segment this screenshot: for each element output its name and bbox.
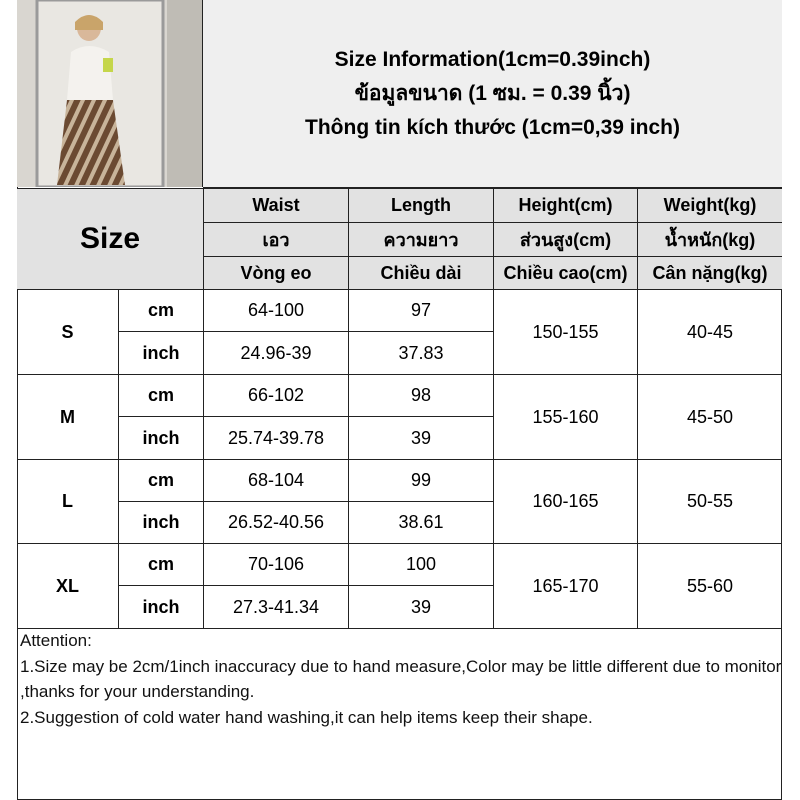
column-header-weight-en: Weight(kg)	[637, 188, 782, 222]
size-column-header	[17, 188, 203, 289]
waist-inch-value: 24.96-39	[203, 331, 348, 374]
waist-cm-value: 68-104	[203, 459, 348, 501]
waist-cm-value: 64-100	[203, 289, 348, 331]
length-cm-value: 98	[348, 374, 493, 416]
unit-label-inch: inch	[118, 585, 203, 628]
size-header-label: Size	[79, 222, 141, 255]
length-inch-value: 39	[348, 585, 493, 628]
unit-label-cm: cm	[118, 374, 203, 416]
waist-inch-value: 27.3-41.34	[203, 585, 348, 628]
header-title-vietnamese: Thông tin kích thước (1cm=0,39 inch)	[305, 115, 680, 139]
size-information-header	[203, 0, 782, 188]
height-value: 165-170	[493, 543, 637, 628]
size-cell-m: M	[17, 374, 118, 459]
column-header-length-th: ความยาว	[348, 222, 493, 256]
weight-value: 40-45	[637, 289, 782, 374]
column-header-weight-th: น้ำหนัก(kg)	[637, 222, 782, 256]
column-header-length-en: Length	[348, 188, 493, 222]
length-inch-value: 37.83	[348, 331, 493, 374]
height-value: 155-160	[493, 374, 637, 459]
waist-cm-value: 66-102	[203, 374, 348, 416]
length-inch-value: 38.61	[348, 501, 493, 543]
header-title-english: Size Information(1cm=0.39inch)	[334, 47, 651, 71]
weight-value: 45-50	[637, 374, 782, 459]
unit-label-inch: inch	[118, 331, 203, 374]
column-header-height-th: ส่วนสูง(cm)	[493, 222, 637, 256]
header-title-thai: ข้อมูลขนาด (1 ซม. = 0.39 นิ้ว)	[354, 81, 631, 105]
column-header-weight-vi: Cân nặng(kg)	[637, 256, 782, 289]
column-header-waist-vi: Vòng eo	[203, 256, 348, 289]
unit-label-inch: inch	[118, 416, 203, 459]
size-cell-l: L	[17, 459, 118, 543]
waist-inch-value: 25.74-39.78	[203, 416, 348, 459]
unit-label-cm: cm	[118, 543, 203, 585]
weight-value: 55-60	[637, 543, 782, 628]
column-header-length-vi: Chiều dài	[348, 256, 493, 289]
unit-label-inch: inch	[118, 501, 203, 543]
column-header-height-en: Height(cm)	[493, 188, 637, 222]
attention-notes	[18, 628, 782, 730]
length-cm-value: 100	[348, 543, 493, 585]
column-header-waist-th: เอว	[203, 222, 348, 256]
weight-value: 50-55	[637, 459, 782, 543]
column-header-waist-en: Waist	[203, 188, 348, 222]
attention-note-2: 2.Suggestion of cold water hand washing,it can help items keep their shape.	[20, 707, 593, 727]
size-cell-xl: XL	[17, 543, 118, 628]
attention-title: Attention:	[20, 631, 92, 650]
length-cm-value: 99	[348, 459, 493, 501]
height-value: 160-165	[493, 459, 637, 543]
size-cell-s: S	[17, 289, 118, 374]
attention-note-1: 1.Size may be 2cm/1inch inaccuracy due to hand measure,Color may be little different due to monitor ,thanks for your understanding.	[20, 656, 782, 701]
unit-label-cm: cm	[118, 289, 203, 331]
column-header-height-vi: Chiều cao(cm)	[493, 256, 637, 289]
waist-cm-value: 70-106	[203, 543, 348, 585]
waist-inch-value: 26.52-40.56	[203, 501, 348, 543]
unit-label-cm: cm	[118, 459, 203, 501]
length-inch-value: 39	[348, 416, 493, 459]
height-value: 150-155	[493, 289, 637, 374]
length-cm-value: 97	[348, 289, 493, 331]
product-photo	[17, 0, 203, 187]
